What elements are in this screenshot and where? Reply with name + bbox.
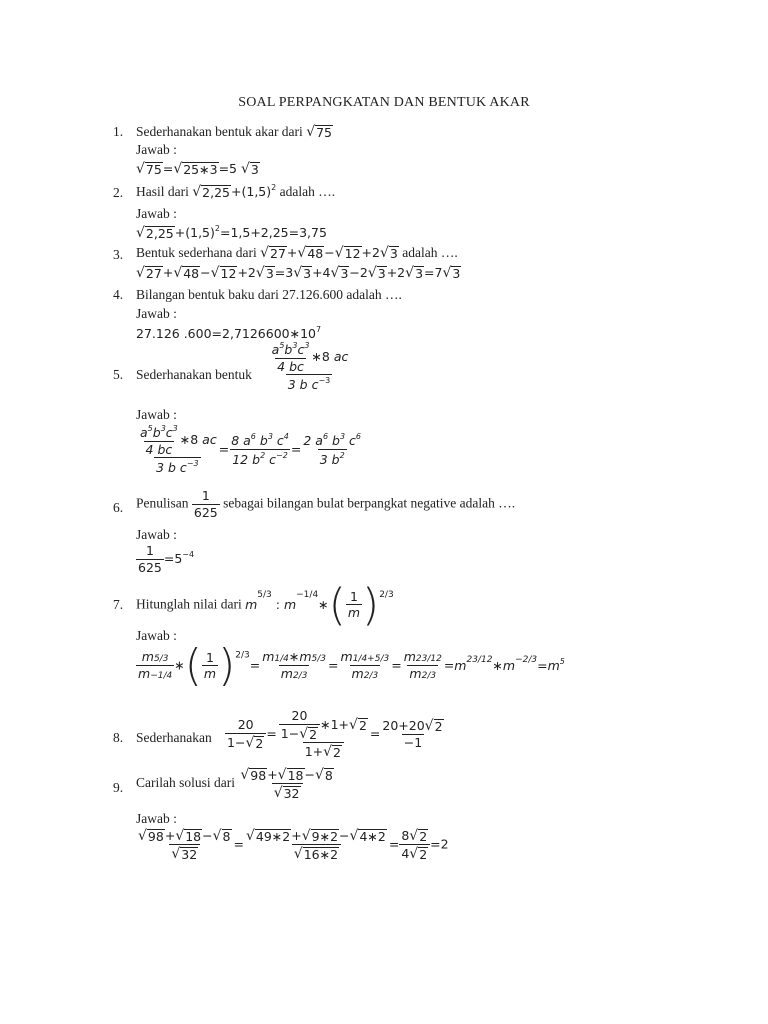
answer-label: Jawab : [136,527,177,542]
answer-label: Jawab : [136,811,177,826]
question-4: Bilangan bentuk baku dari 27.126.600 adalah …. [136,287,402,302]
question-9: Carilah solusi dari √ 98 + √ 18 − √ 8 √ 32 [136,767,333,802]
answer-label: Jawab : [136,407,177,422]
answer-7: $\frac{m5/3}{m-1/4}$ ∗( $\frac{1}{m}$ )$^{2/3}$= $\frac{m1/4∗m5/3}{m2/3}$ = $\frac{m1/4+5/3}{m2/3}$ = $\frac{m23/12}{m2/3}$ $=m^{23/12}∗m^{-2/3}=m^5$ [138,640,565,691]
item-number: 5. [113,367,124,382]
item-number: 1. [113,124,124,139]
question-7: Hitunglah nilai dari $m^{5/3}$ : $m^{-1/4}∗$( $\frac{1}{m}$ )$^{2/3}$ [136,579,394,630]
answer-9: √ 98 + √ 18 − √ 8 √ 32 = √ 49∗2 + √ 9∗2 − √ 4∗2 √ 16∗2 = 8 √ 2 4 √ 2 =2 [138,828,449,863]
answer-label: Jawab : [136,206,177,221]
answer-label: Jawab : [136,142,177,157]
question-5-label: Sederhanakan bentuk [136,367,252,382]
answer-4: 27.126 $.600=2,7126600∗10^7$ [136,325,322,341]
answer-6: $\frac{1}{625}$ $=5^{-4}$ [138,543,195,575]
answer-label: Jawab : [136,628,177,643]
item-number: 2. [113,185,124,200]
page-title: SOAL PERPANGKATAN DAN BENTUK AKAR [238,95,530,110]
question-6: Penulisan $\frac{1}{625}$ sebagai bilangan bulat berpangkat negative adalah …. [136,488,516,520]
answer-3: √ 27 + √ 48 − √ 12 +2 √ 3 =3 √ 3 +4 √ 3 −2 √ 3 +2 √ 3 =7 √ 3 [136,265,461,281]
question-2: Hasil dari √ 2,25 $+(1,5)^2$ adalah …. [136,183,336,200]
question-1: Sederhanakan bentuk akar dari √ 75 [136,124,333,140]
item-number: 9. [113,780,124,795]
item-number: 3. [113,247,124,262]
answer-2: √ 2,25 $+(1,5)^2=1,5+2,25=3,75$ [136,224,327,241]
item-number: 8. [113,730,124,745]
question-5-expression: $\frac{a^5b^3c^3}{4 bc}$ ∗8 ac 3 b $c^{-3}$ [271,341,349,392]
answer-8: 20 1− √ 2 = 20 1− √ 2 ∗1+ √ 2 1+ √ 2 = 20+20 √ 2 −1 [227,708,443,760]
answer-1: √ 75 = √ 25∗3 =5 √ 3 [136,161,259,177]
answer-5: $\frac{a^5b^3c^3}{4 bc}$ ∗8 ac 3 b $c^{-3}$ = $\frac{8 a^6 b^3 c^4}{12 b^2 c^{-2}}$ = $\frac{2 a^6 b^3 c^6}{3 b^2}$ [140,424,361,475]
item-number: 7. [113,597,124,612]
item-number: 4. [113,287,124,302]
answer-label: Jawab : [136,306,177,321]
question-8-label: Sederhanakan [136,730,212,745]
question-3: Bentuk sederhana dari √ 27 + √ 48 − √ 12 +2 √ 3 adalah …. [136,245,458,261]
item-number: 6. [113,500,124,515]
